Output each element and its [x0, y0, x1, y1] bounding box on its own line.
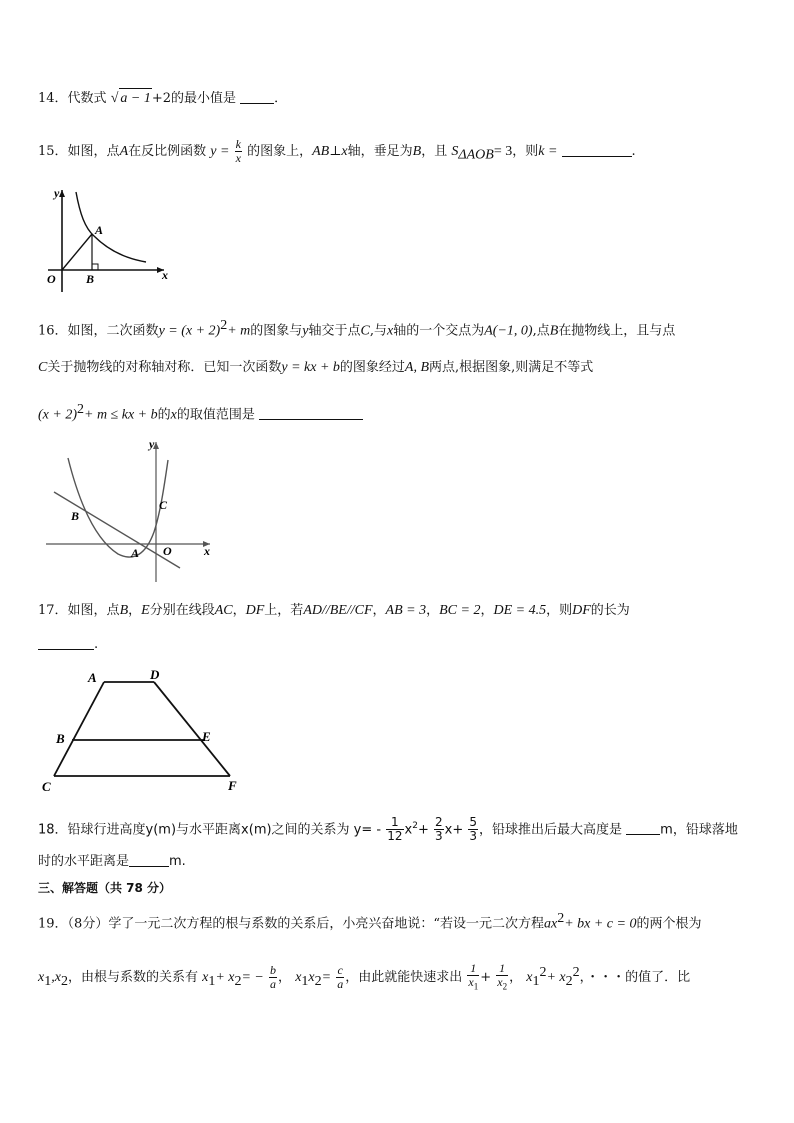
question-18-line-2: 时的水平距离是 m. [38, 854, 186, 869]
answer-blank [259, 406, 363, 420]
svg-text:C: C [159, 498, 168, 512]
radical-expression: a − 1 [119, 88, 151, 109]
answer-blank-height [626, 821, 660, 835]
svg-text:y: y [54, 186, 60, 200]
svg-text:B: B [71, 509, 80, 523]
svg-text:C: C [42, 779, 51, 794]
question-16-line-2: C关于抛物线的对称轴对称．已知一次函数y = kx + b的图象经过A, B两点,根据图象,则满足不等式 [38, 360, 594, 375]
question-14: 14．代数式 √ a − 1+2的最小值是 ． [38, 88, 287, 109]
svg-text:B: B [86, 272, 95, 286]
svg-text:B: B [56, 731, 65, 746]
svg-text:A: A [131, 546, 140, 560]
section-heading: 三、解答题（共 78 分） [38, 881, 172, 895]
svg-text:x: x [162, 268, 168, 282]
fraction-1-over-x2: $\frac{1}{x_2}$ [497, 961, 508, 992]
svg-text:y: y [149, 437, 155, 451]
question-16-line-3: $(x + 2)^2+ m$ ≤ kx + b的x的取值范围是 [38, 400, 363, 425]
figure-15-hyperbola [42, 186, 172, 296]
svg-text:A: A [95, 223, 104, 237]
svg-text:x: x [204, 544, 210, 558]
fraction-two-thirds: $\frac{2}{3}$ [435, 815, 443, 844]
question-17: 17．如图，点B，E分别在线段AC，DF上，若AD//BE//CF，AB = 3，BC = 2，DE = 4.5，则DF的长为 [38, 603, 630, 618]
question-19-line-2: $x_1,x_2$，由根与系数的关系有 $x_1+ x_2=$ − $\frac{b}{a}$ ， $x_1x_2=$ $\frac{c}{a}$ ，由此就能快速求出 $\frac{1}{x_1}$ + $\frac{1}{x_2}$ ， $x_1^2+ x_2^2$，・・・的值了．比 [38, 961, 691, 992]
svg-text:A: A [88, 670, 97, 685]
svg-text:O: O [47, 272, 56, 286]
figure-16-parabola [40, 436, 220, 584]
fraction-1-over-x1: $\frac{1}{x_1}$ [468, 961, 479, 992]
answer-blank-distance [129, 853, 169, 867]
question-18-line-1: 18．铅球行进高度y(m)与水平距离x(m)之间的关系为 y= - $\frac{1}{12}$ $x^2+$ $\frac{2}{3}$ x+ $\frac{5}{3}$ ，铅球推出后最大高度是 m，铅球落地 [38, 815, 738, 844]
question-17-answer: . [38, 635, 98, 655]
fraction-b-over-a: $\frac{b}{a}$ [270, 963, 277, 992]
fraction-one-twelfth: $\frac{1}{12}$ [387, 815, 403, 844]
svg-text:F: F [228, 778, 237, 793]
question-15: 15．如图，点A在反比例函数 y = $\frac{k}{x}$ 的图象上，AB⊥x轴，垂足为B，且 $S_{\Delta AOB}= 3$，则k = . [38, 137, 636, 165]
fraction-five-thirds: $\frac{5}{3}$ [469, 815, 478, 844]
question-19-line-1: 19．（8分）学了一元二次方程的根与系数的关系后，小亮兴奋地说：“若设一元二次方程$ax^2+$ bx + c = 0的两个根为 [38, 911, 702, 932]
question-16-line-1: 16．如图，二次函数$y = (x + 2)^2+ m$的图象与y轴交于点C,与x轴的一个交点为A(−1, 0),点B在抛物线上，且与点 [38, 318, 676, 339]
figure-17-trapezoid [38, 664, 268, 796]
answer-blank [240, 90, 274, 104]
fraction-c-over-a: $\frac{c}{a}$ [337, 963, 344, 992]
svg-text:E: E [202, 729, 211, 744]
svg-text:D: D [150, 667, 160, 682]
answer-blank [562, 143, 632, 157]
svg-text:O: O [163, 544, 172, 558]
answer-blank [38, 636, 94, 650]
fraction-k-over-x: $\frac{k}{x}$ [235, 137, 241, 165]
